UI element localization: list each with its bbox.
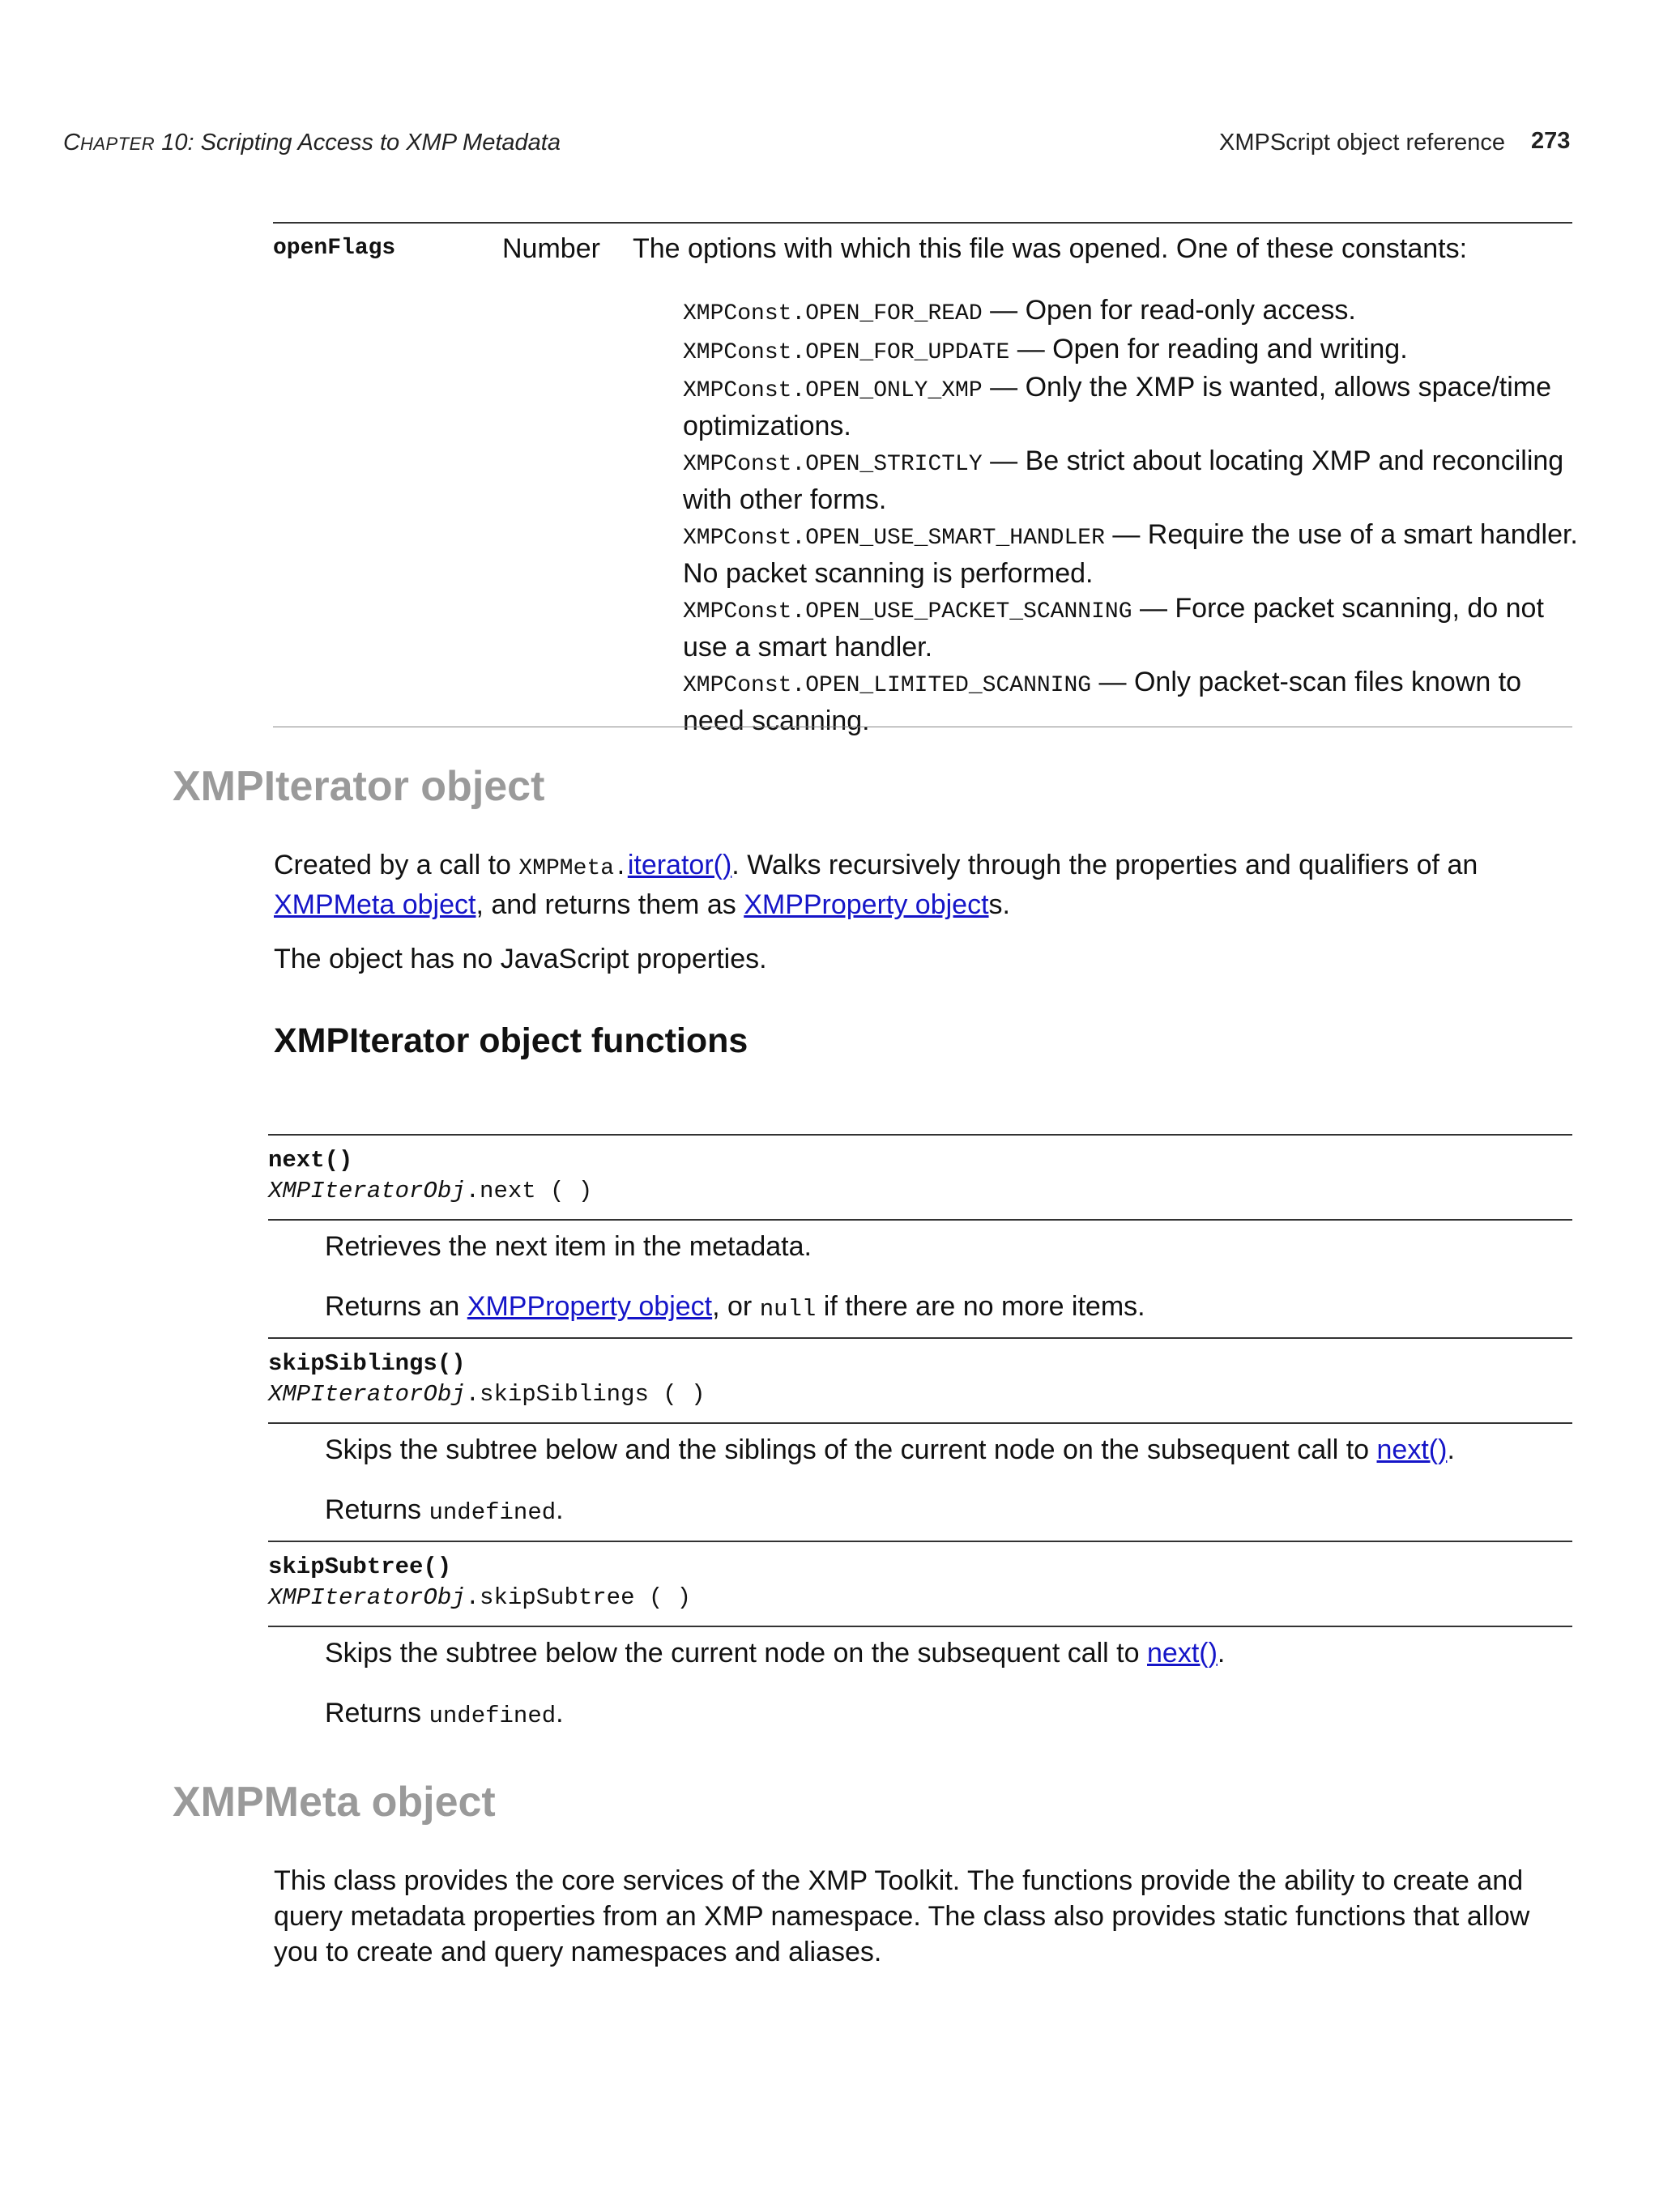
function-call: XMPIteratorObj.skipSiblings ( ) <box>268 1381 706 1408</box>
link-next[interactable]: next() <box>1147 1638 1218 1669</box>
xmpmeta-description: This class provides the core services of the XMP Toolkit. The functions provide the ability to create and query metadata properties from an XMP namespace. The class also provides static functions that allow you to create and query namespaces and aliases. <box>274 1865 1530 1967</box>
table-top-rule <box>273 222 1572 224</box>
subheading-iterator-functions: XMPIterator object functions <box>274 1021 748 1060</box>
iterator-no-properties: The object has no JavaScript properties. <box>274 944 767 974</box>
constant-item: XMPConst.OPEN_USE_PACKET_SCANNING — Force packet scanning, do not use a smart handler. <box>683 593 1544 663</box>
running-head-section: XMPScript object reference <box>1219 130 1505 156</box>
constant-item: XMPConst.OPEN_STRICTLY — Be strict about locating XMP and reconciling with other forms. <box>683 445 1564 515</box>
function-returns: Returns undefined. <box>325 1698 564 1729</box>
function-sig-rule <box>268 1626 1572 1627</box>
link-iterator[interactable]: iterator() <box>627 850 732 880</box>
function-description: Skips the subtree below and the siblings of the current node on the subsequent call to next(). <box>325 1434 1455 1465</box>
function-call: XMPIteratorObj.next ( ) <box>268 1178 593 1204</box>
constant-item: XMPConst.OPEN_FOR_READ — Open for read-only access. <box>683 295 1356 326</box>
page-number: 273 <box>1531 128 1571 154</box>
constant-item: XMPConst.OPEN_LIMITED_SCANNING — Only packet-scan files known to need scanning. <box>683 667 1522 736</box>
running-head-chapter: CHAPTER 10: Scripting Access to XMP Metadata <box>63 130 561 156</box>
constant-item: XMPConst.OPEN_USE_SMART_HANDLER — Require the use of a smart handler. No packet scanning is performed. <box>683 519 1578 589</box>
function-name: skipSubtree() <box>268 1554 452 1580</box>
function-top-rule <box>268 1134 1572 1136</box>
function-signature-skipsubtree <box>268 1552 691 1613</box>
section-heading-xmpmeta: XMPMeta object <box>173 1779 496 1826</box>
constant-item: XMPConst.OPEN_FOR_UPDATE — Open for reading and writing. <box>683 333 1408 365</box>
function-returns: Returns undefined. <box>325 1494 564 1526</box>
function-returns: Returns an XMPProperty object, or null if there are no more items. <box>325 1291 1145 1323</box>
function-name: skipSiblings() <box>268 1350 466 1377</box>
property-name: openFlags <box>273 236 396 261</box>
link-xmpmeta-object[interactable]: XMPMeta object <box>274 889 476 920</box>
link-xmpproperty-object[interactable]: XMPProperty object <box>744 889 989 920</box>
constant-item: XMPConst.OPEN_ONLY_XMP — Only the XMP is wanted, allows space/time optimizations. <box>683 372 1552 441</box>
property-description: The options with which this file was opened. One of these constants: <box>633 233 1468 264</box>
function-call: XMPIteratorObj.skipSubtree ( ) <box>268 1584 692 1611</box>
link-next[interactable]: next() <box>1376 1434 1448 1465</box>
function-signature-skipsiblings <box>268 1349 706 1410</box>
iterator-intro: Created by a call to XMPMeta.iterator(). Walks recursively through the properties and qualifiers of an XMPMeta object, and returns them as XMPProperty objects. <box>274 850 1478 920</box>
function-top-rule <box>268 1337 1572 1339</box>
property-type: Number <box>502 233 600 264</box>
function-sig-rule <box>268 1422 1572 1424</box>
constants-list <box>683 293 1590 739</box>
link-xmpproperty-object[interactable]: XMPProperty object <box>467 1291 713 1322</box>
function-top-rule <box>268 1541 1572 1542</box>
function-signature-next <box>268 1145 592 1207</box>
section-heading-xmpiterator: XMPIterator object <box>173 763 545 810</box>
function-description: Retrieves the next item in the metadata. <box>325 1231 812 1262</box>
function-name: next() <box>268 1147 353 1174</box>
function-sig-rule <box>268 1219 1572 1221</box>
function-description: Skips the subtree below the current node on the subsequent call to next(). <box>325 1638 1226 1669</box>
